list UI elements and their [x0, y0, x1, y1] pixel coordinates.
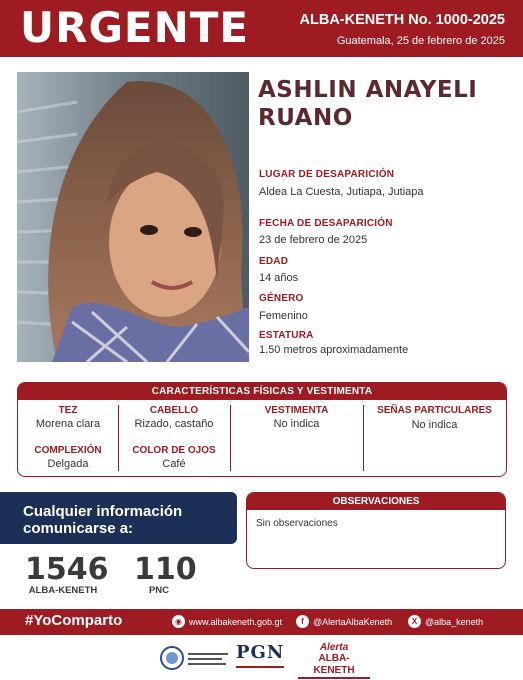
tez-value: Morena clara — [35, 418, 101, 430]
pgn-logo-text: PGN — [236, 642, 285, 663]
place-label: LUGAR DE DESAPARICIÓN — [259, 169, 395, 180]
alerta-alba-keneth-logo — [298, 642, 370, 674]
height-label: ESTATURA — [259, 330, 314, 341]
date-value: 23 de febrero de 2025 — [259, 234, 368, 246]
clothing-label: VESTIMENTA — [264, 405, 329, 416]
missing-person-photo — [17, 72, 249, 362]
person-name — [258, 76, 508, 132]
contact-line2: comunicarse a: — [23, 520, 134, 537]
alert-date: Guatemala, 25 de febrero de 2025 — [336, 35, 505, 47]
phone-alba-keneth[interactable]: 1546 — [25, 552, 109, 587]
date-label: FECHA DE DESAPARICIÓN — [259, 218, 393, 229]
alert-number: ALBA-KENETH No. 1000-2025 — [299, 12, 505, 28]
facebook-link[interactable] — [296, 615, 392, 628]
phone-pnc[interactable]: 110 — [134, 552, 197, 587]
alerta-logo-line1: Alerta — [319, 642, 349, 653]
clothing-value: No indica — [273, 418, 320, 430]
tez-label: TEZ — [58, 405, 78, 416]
marks-value: No indica — [411, 419, 458, 431]
x-text: @alba_keneth — [425, 616, 484, 627]
phone-pnc-label: PNC — [148, 585, 170, 596]
age-value: 14 años — [259, 272, 299, 284]
characteristics-title: CARACTERÍSTICAS FÍSICAS Y VESTIMENTA — [18, 383, 506, 400]
contact-line1: Cualquier información — [23, 503, 183, 520]
marks-label: SEÑAS PARTICULARES — [377, 405, 492, 416]
social-bar — [0, 609, 523, 635]
complexion-value: Delgada — [47, 458, 89, 470]
facebook-text: @AlertaAlbaKeneth — [313, 616, 393, 627]
complexion-label: COMPLEXIÓN — [34, 445, 102, 456]
header-banner — [0, 0, 523, 57]
urgent-title: URGENTE — [20, 3, 250, 52]
phone-alba-keneth-label: ALBA-KENETH — [28, 585, 98, 596]
place-value: Aldea La Cuesta, Jutiapa, Jutiapa — [259, 186, 424, 198]
alerta-logo-line2: ALBA-KENETH — [298, 653, 370, 679]
contact-banner — [0, 492, 237, 544]
age-label: EDAD — [259, 256, 289, 267]
hair-label: CABELLO — [149, 405, 199, 416]
pgn-logo — [236, 642, 288, 674]
website-text: www.albakeneth.gob.gt — [189, 616, 283, 627]
eyes-value: Café — [162, 458, 186, 470]
observations-box — [246, 492, 506, 569]
x-icon: X — [408, 615, 421, 628]
government-logo — [158, 642, 230, 674]
eyes-label: COLOR DE OJOS — [132, 445, 216, 456]
x-link[interactable] — [408, 615, 483, 628]
observations-title: OBSERVACIONES — [247, 493, 505, 510]
gender-label: GÉNERO — [259, 293, 304, 304]
gender-value: Femenino — [259, 310, 308, 322]
height-value: 1.50 metros aproximadamente — [259, 344, 409, 356]
hashtag[interactable]: #YoComparto — [25, 612, 123, 629]
hair-value: Rizado, castaño — [134, 418, 214, 430]
website-link[interactable] — [172, 615, 282, 628]
characteristics-box — [17, 382, 507, 477]
person-name-line2: RUANO — [258, 105, 353, 131]
facebook-icon: f — [296, 615, 309, 628]
globe-icon: ◉ — [172, 615, 185, 628]
person-name-line1: ASHLIN ANAYELI — [258, 77, 478, 103]
observations-text: Sin observaciones — [256, 518, 338, 529]
